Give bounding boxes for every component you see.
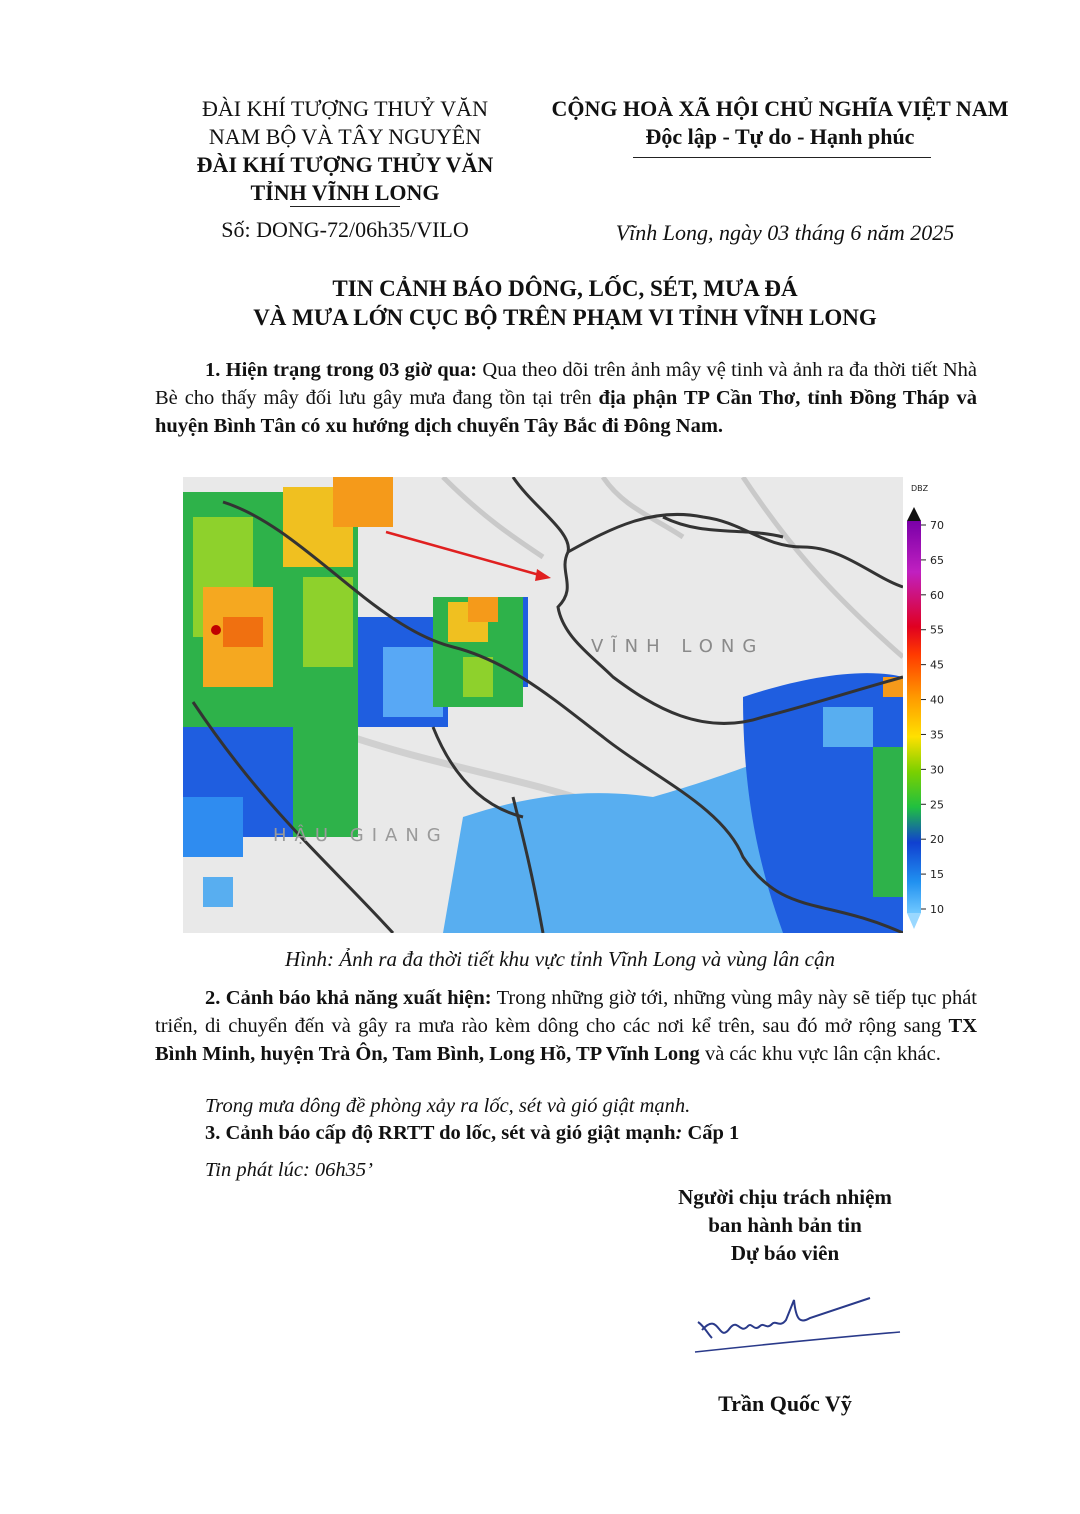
radar-image — [183, 477, 950, 933]
section-warning — [155, 984, 977, 1068]
section2-note: Trong mưa dông đề phòng xảy ra lốc, sét và gió giật mạnh. — [205, 1095, 691, 1117]
signature-role-line3: Dự báo viên — [730, 1241, 840, 1265]
section1-heading: 1. Hiện trạng trong 03 giờ qua: — [205, 359, 478, 381]
map-label-vinh-long: VĨNH LONG — [591, 636, 765, 657]
legend-tick-label: 45 — [930, 658, 944, 672]
section3-heading: 3. Cảnh báo cấp độ RRTT do lốc, sét và gió giật mạnh — [205, 1122, 676, 1144]
title-line2: VÀ MƯA LỚN CỤC BỘ TRÊN PHẠM VI TỈNH VĨNH LONG — [253, 305, 877, 330]
issued-time: Tin phát lúc: 06h35’ — [205, 1159, 373, 1181]
rain-core-red — [211, 625, 221, 635]
section-risk-level — [205, 1119, 985, 1147]
section-current-status — [155, 356, 977, 440]
legend-tick-label: 15 — [930, 868, 944, 882]
national-title: CỘNG HOÀ XÃ HỘI CHỦ NGHĨA VIỆT NAM — [551, 96, 1009, 121]
section3-level: Cấp 1 — [682, 1122, 740, 1144]
section2-bold-text: TX Bình Minh, huyện Trà Ôn, Tam Bình, Long Hồ, TP Vĩnh Long — [155, 1015, 977, 1065]
section3-colon: : — [675, 1122, 683, 1144]
national-motto: Độc lập - Tự do - Hạnh phúc — [645, 124, 915, 149]
signature-role-line1: Người chịu trách nhiệm — [678, 1185, 892, 1209]
motto-underline — [633, 157, 931, 158]
legend-tick-label: 30 — [930, 763, 944, 777]
agency-header — [170, 95, 520, 207]
signature-block — [620, 1183, 950, 1267]
legend-tick-label: 10 — [930, 903, 944, 916]
legend-tick-label: 65 — [930, 553, 944, 567]
document-number: Số: DONG-72/06h35/VILO — [221, 217, 469, 242]
rain-cells-center — [433, 597, 523, 707]
legend-tick-label: 25 — [930, 798, 944, 812]
signer-name: Trần Quốc Vỹ — [718, 1391, 852, 1416]
legend-tick-label: 60 — [930, 588, 944, 602]
section1-bold-text: địa phận TP Cần Thơ, tỉnh Đồng Tháp và huyện Bình Tân có xu hướng dịch chuyển Tây Bắc đi Đông Nam. — [155, 387, 978, 437]
agency-underline — [290, 206, 400, 207]
figure-caption: Hình: Ảnh ra đa thời tiết khu vực tỉnh Vĩnh Long và vùng lân cận — [285, 947, 835, 971]
map-label-hau-giang: HẬU GIANG — [273, 825, 449, 846]
agency-name-line2: TỈNH VĨNH LONG — [250, 180, 440, 205]
agency-parent-line1: ĐÀI KHÍ TƯỢNG THUỶ VĂN — [202, 96, 488, 121]
document-title — [100, 274, 1030, 332]
section2-heading: 2. Cảnh báo khả năng xuất hiện: — [205, 987, 492, 1009]
document-date: Vĩnh Long, ngày 03 tháng 6 năm 2025 — [615, 220, 955, 245]
title-line1: TIN CẢNH BÁO DÔNG, LỐC, SÉT, MƯA ĐÁ — [332, 276, 798, 301]
handwritten-signature — [690, 1290, 910, 1360]
signature-role-line2: ban hành bản tin — [708, 1213, 862, 1237]
legend-tick-label: 35 — [930, 728, 944, 742]
section2-text1: Trong những giờ tới, những vùng mây này sẽ tiếp tục phát triển, di chuyển đến và gây ra mưa rào kèm dông cho các nơi kể trên, sau đó mở rộng sang — [155, 987, 978, 1037]
radar-map — [183, 477, 950, 933]
national-header — [525, 95, 1035, 151]
agency-parent-line2: NAM BỘ VÀ TÂY NGUYÊN — [208, 124, 482, 149]
section1-text: Qua theo dõi trên ảnh mây vệ tinh và ảnh ra đa thời tiết Nhà Bè cho thấy mây đối lưu gây mưa đang tồn tại trên — [155, 359, 977, 409]
legend-color-bar — [907, 521, 921, 913]
legend-tick-label: 70 — [930, 519, 944, 532]
agency-name-line1: ĐÀI KHÍ TƯỢNG THỦY VĂN — [196, 152, 494, 177]
legend-tick-label: 20 — [930, 833, 944, 847]
legend-tick-label: 40 — [930, 693, 944, 707]
legend-unit: DBZ — [911, 484, 929, 493]
legend-tick-label: 55 — [930, 623, 944, 637]
section2-text2: và các khu vực lân cận khác. — [699, 1043, 941, 1065]
